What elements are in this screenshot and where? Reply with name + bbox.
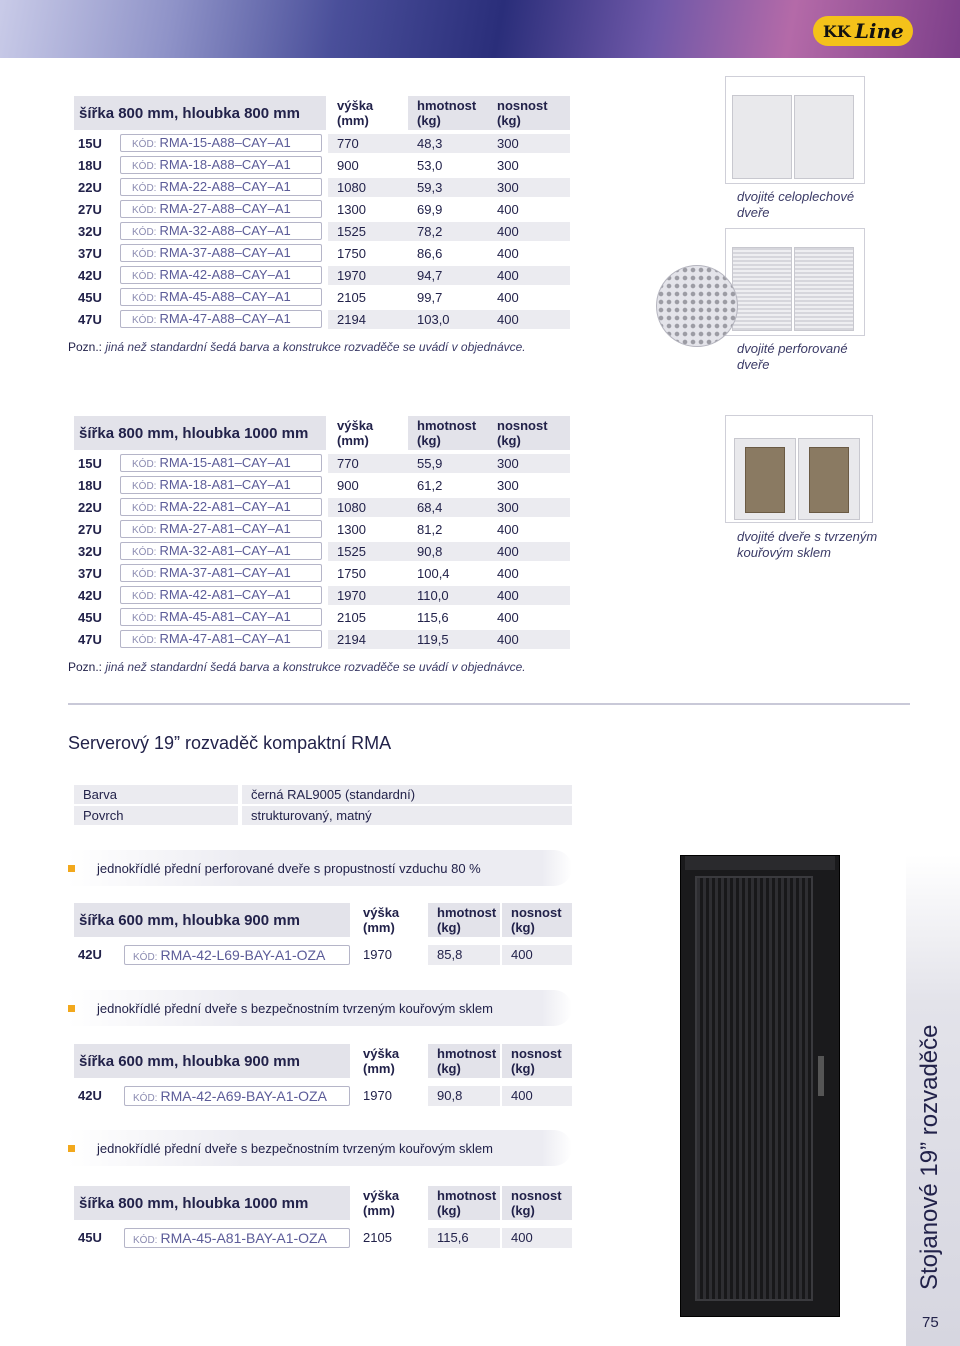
weight-value: 55,9 bbox=[408, 454, 488, 473]
load-value: 400 bbox=[488, 222, 570, 241]
product-code bbox=[124, 1086, 350, 1106]
cabinet-image-solid-doors bbox=[725, 76, 865, 184]
weight-value: 119,5 bbox=[408, 630, 488, 649]
weight-value: 94,7 bbox=[408, 266, 488, 285]
weight-value: 99,7 bbox=[417, 290, 443, 305]
brand-logo bbox=[813, 16, 913, 46]
height-value: 1525 bbox=[328, 542, 408, 561]
product-code bbox=[120, 310, 322, 328]
product-code bbox=[120, 586, 322, 604]
caption-glass-doors bbox=[737, 529, 877, 561]
load-value: 400 bbox=[497, 202, 519, 217]
product-code bbox=[120, 222, 322, 240]
col-label: nosnost bbox=[511, 905, 562, 920]
table-row bbox=[74, 542, 570, 561]
col-label: výška bbox=[337, 98, 374, 113]
height-value: 1970 bbox=[328, 586, 408, 605]
weight-value: 90,8 bbox=[428, 1086, 500, 1106]
rack-units: 27U bbox=[78, 202, 102, 217]
door-left bbox=[732, 95, 792, 179]
product-code bbox=[120, 608, 322, 626]
load-value: 300 bbox=[488, 498, 570, 517]
code-value: RMA-45-A88–CAY–A1 bbox=[159, 289, 291, 304]
rack-units: 47U bbox=[78, 632, 102, 647]
product-code bbox=[120, 200, 322, 218]
load-value: 400 bbox=[497, 290, 519, 305]
col-weight bbox=[428, 1186, 500, 1220]
load-value: 300 bbox=[488, 454, 570, 473]
side-chapter-title: Stojanové 19” rozvaděče bbox=[916, 1024, 943, 1290]
caption-line: dvojité dveře s tvrzeným bbox=[737, 529, 878, 544]
height-value: 900 bbox=[328, 476, 408, 495]
logo-mark-icon: KK bbox=[823, 21, 851, 41]
code-prefix: KÓD: bbox=[132, 459, 157, 470]
height-value: 1970 bbox=[328, 266, 408, 285]
weight-value: 81,2 bbox=[417, 522, 443, 537]
table-row bbox=[74, 564, 570, 583]
col-unit: (kg) bbox=[497, 433, 521, 448]
height-value: 900 bbox=[328, 156, 408, 175]
table-row bbox=[74, 288, 570, 307]
col-weight bbox=[408, 416, 488, 450]
table-row bbox=[74, 222, 570, 241]
col-load bbox=[502, 1186, 572, 1220]
table-row bbox=[74, 498, 570, 517]
col-unit: (mm) bbox=[363, 1061, 395, 1076]
weight-value: 103,0 bbox=[408, 310, 488, 329]
code-value: RMA-15-A88–CAY–A1 bbox=[159, 135, 291, 150]
property-value: černá RAL9005 (standardní) bbox=[242, 785, 572, 804]
code-value: RMA-32-A88–CAY–A1 bbox=[159, 223, 291, 238]
table-row bbox=[74, 134, 570, 153]
product-code bbox=[120, 134, 322, 152]
rack-units: 45U bbox=[78, 290, 102, 305]
perforation-detail-image bbox=[656, 265, 738, 347]
load-value: 400 bbox=[488, 310, 570, 329]
table-row bbox=[74, 476, 570, 495]
table-header bbox=[74, 96, 570, 130]
col-label: hmotnost bbox=[437, 1188, 497, 1203]
product-code bbox=[120, 542, 322, 560]
bullet-square-icon bbox=[68, 1145, 75, 1152]
col-label: nosnost bbox=[497, 98, 548, 113]
product-code bbox=[120, 454, 322, 472]
height-value: 770 bbox=[328, 134, 408, 153]
col-unit: (kg) bbox=[511, 1061, 535, 1076]
bullet-text: jednokřídlé přední dveře s bezpečnostním tvrzeným kouřovým sklem bbox=[97, 1140, 493, 1156]
col-label: výška bbox=[363, 905, 400, 920]
weight-value: 110,0 bbox=[408, 586, 488, 605]
weight-value: 100,4 bbox=[417, 566, 450, 581]
weight-value: 68,4 bbox=[408, 498, 488, 517]
caption-line: kouřovým sklem bbox=[737, 545, 831, 560]
code-value: RMA-47-A88–CAY–A1 bbox=[159, 311, 291, 326]
col-label: hmotnost bbox=[417, 418, 477, 433]
rack-units: 42U bbox=[78, 588, 102, 603]
rack-units: 27U bbox=[78, 522, 102, 537]
col-label: hmotnost bbox=[417, 98, 477, 113]
code-prefix: KÓD: bbox=[132, 591, 157, 602]
height-value: 770 bbox=[328, 454, 408, 473]
table-row bbox=[74, 608, 570, 627]
table-title: šířka 800 mm, hloubka 800 mm bbox=[74, 96, 326, 130]
col-unit: (mm) bbox=[363, 920, 395, 935]
code-prefix: KÓD: bbox=[132, 569, 157, 580]
code-value: RMA-22-A81–CAY–A1 bbox=[159, 499, 291, 514]
property-label: Povrch bbox=[74, 806, 238, 825]
cabinet-top bbox=[685, 856, 835, 870]
product-code bbox=[120, 498, 322, 516]
col-height bbox=[354, 1044, 424, 1078]
rack-units: 15U bbox=[78, 136, 102, 151]
property-value: strukturovaný, matný bbox=[242, 806, 572, 825]
rack-units: 42U bbox=[78, 1088, 102, 1103]
height-value: 1300 bbox=[328, 200, 408, 219]
code-value: RMA-15-A81–CAY–A1 bbox=[159, 455, 291, 470]
code-value: RMA-27-A81–CAY–A1 bbox=[159, 521, 291, 536]
weight-value: 85,8 bbox=[428, 945, 500, 965]
height-value: 2194 bbox=[328, 310, 408, 329]
col-unit: (kg) bbox=[417, 433, 441, 448]
rack-units: 18U bbox=[78, 478, 102, 493]
code-value: RMA-18-A88–CAY–A1 bbox=[159, 157, 291, 172]
bullet-square-icon bbox=[68, 865, 75, 872]
bullet-square-icon bbox=[68, 1005, 75, 1012]
section-divider bbox=[68, 703, 910, 705]
table-row bbox=[74, 178, 570, 197]
code-value: RMA-42-A81–CAY–A1 bbox=[159, 587, 291, 602]
col-unit: (kg) bbox=[511, 1203, 535, 1218]
table-row bbox=[74, 630, 570, 649]
table-row bbox=[74, 586, 570, 605]
product-code bbox=[120, 630, 322, 648]
rack-units: 42U bbox=[78, 947, 102, 962]
col-weight bbox=[408, 96, 488, 130]
glass-pane bbox=[745, 447, 785, 513]
product-code bbox=[120, 520, 322, 538]
product-code bbox=[124, 945, 350, 965]
table-row bbox=[74, 200, 570, 219]
load-value: 400 bbox=[497, 246, 519, 261]
col-weight bbox=[428, 903, 500, 937]
code-value: RMA-37-A81–CAY–A1 bbox=[159, 565, 291, 580]
table-row bbox=[74, 156, 570, 175]
load-value: 400 bbox=[502, 1228, 572, 1248]
code-value: RMA-42-A69-BAY-A1-OZA bbox=[160, 1088, 327, 1104]
code-prefix: KÓD: bbox=[132, 613, 157, 624]
load-value: 300 bbox=[497, 478, 519, 493]
col-unit: (kg) bbox=[437, 920, 461, 935]
code-prefix: KÓD: bbox=[132, 503, 157, 514]
cabinet-image-perforated-doors bbox=[725, 228, 865, 336]
code-prefix: KÓD: bbox=[132, 249, 157, 260]
col-label: nosnost bbox=[511, 1188, 562, 1203]
col-unit: (kg) bbox=[511, 920, 535, 935]
code-prefix: KÓD: bbox=[133, 952, 158, 963]
code-prefix: KÓD: bbox=[132, 481, 157, 492]
code-prefix: KÓD: bbox=[132, 139, 157, 150]
col-load bbox=[502, 903, 572, 937]
load-value: 400 bbox=[488, 630, 570, 649]
cabinet-door bbox=[695, 876, 813, 1301]
door-right bbox=[794, 95, 854, 179]
load-value: 400 bbox=[497, 610, 519, 625]
weight-value: 59,3 bbox=[408, 178, 488, 197]
col-unit: (mm) bbox=[337, 113, 369, 128]
load-value: 300 bbox=[488, 178, 570, 197]
height-value: 1525 bbox=[328, 222, 408, 241]
table-title: šířka 800 mm, hloubka 1000 mm bbox=[74, 1186, 350, 1220]
variant-bullet bbox=[68, 1130, 572, 1166]
code-value: RMA-47-A81–CAY–A1 bbox=[159, 631, 291, 646]
caption-line: dveře bbox=[737, 205, 770, 220]
col-unit: (kg) bbox=[437, 1203, 461, 1218]
rack-units: 32U bbox=[78, 224, 102, 239]
load-value: 300 bbox=[497, 158, 519, 173]
code-prefix: KÓD: bbox=[132, 227, 157, 238]
code-value: RMA-37-A88–CAY–A1 bbox=[159, 245, 291, 260]
caption-solid-doors bbox=[737, 189, 854, 221]
rack-units: 18U bbox=[78, 158, 102, 173]
load-value: 400 bbox=[488, 266, 570, 285]
code-prefix: KÓD: bbox=[132, 293, 157, 304]
note-table2 bbox=[68, 660, 526, 674]
col-unit: (kg) bbox=[437, 1061, 461, 1076]
section-title: Serverový 19” rozvaděč kompaktní RMA bbox=[68, 733, 392, 753]
product-code bbox=[124, 1228, 350, 1248]
code-value: RMA-27-A88–CAY–A1 bbox=[159, 201, 291, 216]
code-prefix: KÓD: bbox=[133, 1093, 158, 1104]
weight-value: 78,2 bbox=[408, 222, 488, 241]
variant-bullet bbox=[68, 850, 572, 886]
height-value: 1970 bbox=[354, 945, 424, 965]
col-label: nosnost bbox=[511, 1046, 562, 1061]
col-height bbox=[328, 416, 408, 450]
rack-units: 22U bbox=[78, 180, 102, 195]
col-load bbox=[488, 96, 570, 130]
table-title: šířka 600 mm, hloubka 900 mm bbox=[74, 903, 350, 937]
col-label: nosnost bbox=[497, 418, 548, 433]
door-left bbox=[734, 438, 796, 520]
weight-value: 69,9 bbox=[417, 202, 443, 217]
code-prefix: KÓD: bbox=[132, 525, 157, 536]
height-value: 1300 bbox=[328, 520, 408, 539]
height-value: 2105 bbox=[354, 1228, 424, 1248]
col-load bbox=[488, 416, 570, 450]
col-label: hmotnost bbox=[437, 905, 497, 920]
weight-value: 48,3 bbox=[408, 134, 488, 153]
load-value: 400 bbox=[497, 566, 519, 581]
weight-value: 53,0 bbox=[417, 158, 443, 173]
rack-units: 37U bbox=[78, 566, 102, 581]
height-value: 2105 bbox=[328, 608, 408, 627]
rack-units: 37U bbox=[78, 246, 102, 261]
weight-value: 90,8 bbox=[408, 542, 488, 561]
bullet-text: jednokřídlé přední dveře s bezpečnostním tvrzeným kouřovým sklem bbox=[97, 1000, 493, 1016]
code-value: RMA-45-A81-BAY-A1-OZA bbox=[160, 1230, 327, 1246]
code-prefix: KÓD: bbox=[132, 547, 157, 558]
glass-pane bbox=[809, 447, 849, 513]
note-table1 bbox=[68, 340, 526, 354]
product-code bbox=[120, 476, 322, 494]
code-value: RMA-45-A81–CAY–A1 bbox=[159, 609, 291, 624]
col-height bbox=[328, 96, 408, 130]
load-value: 400 bbox=[497, 522, 519, 537]
code-prefix: KÓD: bbox=[132, 183, 157, 194]
logo-text: Line bbox=[854, 19, 904, 43]
code-value: RMA-22-A88–CAY–A1 bbox=[159, 179, 291, 194]
table-row bbox=[74, 310, 570, 329]
height-value: 1750 bbox=[328, 564, 408, 583]
col-label: výška bbox=[363, 1046, 400, 1061]
product-code bbox=[120, 288, 322, 306]
note-prefix: Pozn.: bbox=[68, 340, 103, 354]
table-row bbox=[74, 520, 570, 539]
black-cabinet-image bbox=[680, 855, 840, 1317]
caption-perforated-doors bbox=[737, 341, 848, 373]
col-height bbox=[354, 1186, 424, 1220]
weight-value: 86,6 bbox=[417, 246, 443, 261]
col-label: hmotnost bbox=[437, 1046, 497, 1061]
code-value: RMA-42-L69-BAY-A1-OZA bbox=[160, 947, 326, 963]
code-prefix: KÓD: bbox=[132, 315, 157, 326]
load-value: 400 bbox=[488, 586, 570, 605]
caption-line: dvojité celoplechové bbox=[737, 189, 855, 204]
load-value: 400 bbox=[502, 945, 572, 965]
product-code bbox=[120, 564, 322, 582]
door-handle bbox=[818, 1056, 824, 1096]
rack-units: 45U bbox=[78, 610, 102, 625]
table-title: šířka 600 mm, hloubka 900 mm bbox=[74, 1044, 350, 1078]
load-value: 400 bbox=[502, 1086, 572, 1106]
code-prefix: KÓD: bbox=[132, 271, 157, 282]
code-prefix: KÓD: bbox=[132, 205, 157, 216]
rack-units: 45U bbox=[78, 1230, 102, 1245]
height-value: 2105 bbox=[328, 288, 408, 307]
weight-value: 115,6 bbox=[417, 610, 449, 625]
code-prefix: KÓD: bbox=[133, 1235, 158, 1246]
col-label: výška bbox=[363, 1188, 400, 1203]
product-code bbox=[120, 156, 322, 174]
caption-line: dveře bbox=[737, 357, 770, 372]
rack-units: 47U bbox=[78, 312, 102, 327]
table-row bbox=[74, 244, 570, 263]
height-value: 1080 bbox=[328, 178, 408, 197]
property-label: Barva bbox=[74, 785, 238, 804]
code-value: RMA-32-A81–CAY–A1 bbox=[159, 543, 291, 558]
note-text: jiná než standardní šedá barva a konstrukce rozvaděče se uvádí v objednávce. bbox=[105, 340, 526, 354]
caption-line: dvojité perforované bbox=[737, 341, 848, 356]
door-right bbox=[798, 438, 860, 520]
note-text: jiná než standardní šedá barva a konstrukce rozvaděče se uvádí v objednávce. bbox=[105, 660, 526, 674]
weight-value: 61,2 bbox=[417, 478, 443, 493]
note-prefix: Pozn.: bbox=[68, 660, 103, 674]
col-label: výška bbox=[337, 418, 374, 433]
product-code bbox=[120, 244, 322, 262]
code-value: RMA-18-A81–CAY–A1 bbox=[159, 477, 291, 492]
load-value: 300 bbox=[488, 134, 570, 153]
door-left bbox=[732, 247, 792, 331]
product-code bbox=[120, 266, 322, 284]
col-height bbox=[354, 903, 424, 937]
col-load bbox=[502, 1044, 572, 1078]
table-header bbox=[74, 416, 570, 450]
col-weight bbox=[428, 1044, 500, 1078]
product-code bbox=[120, 178, 322, 196]
variant-bullet bbox=[68, 990, 572, 1026]
table-row bbox=[74, 266, 570, 285]
height-value: 1080 bbox=[328, 498, 408, 517]
height-value: 1750 bbox=[328, 244, 408, 263]
col-unit: (kg) bbox=[497, 113, 521, 128]
table-row bbox=[74, 454, 570, 473]
rack-units: 42U bbox=[78, 268, 102, 283]
height-value: 1970 bbox=[354, 1086, 424, 1106]
height-value: 2194 bbox=[328, 630, 408, 649]
door-right bbox=[794, 247, 854, 331]
weight-value: 115,6 bbox=[428, 1228, 500, 1248]
code-prefix: KÓD: bbox=[132, 161, 157, 172]
rack-units: 15U bbox=[78, 456, 102, 471]
col-unit: (kg) bbox=[417, 113, 441, 128]
col-unit: (mm) bbox=[337, 433, 369, 448]
code-prefix: KÓD: bbox=[132, 635, 157, 646]
load-value: 400 bbox=[488, 542, 570, 561]
rack-units: 22U bbox=[78, 500, 102, 515]
table-title: šířka 800 mm, hloubka 1000 mm bbox=[74, 416, 326, 450]
col-unit: (mm) bbox=[363, 1203, 395, 1218]
bullet-text: jednokřídlé přední perforované dveře s propustností vzduchu 80 % bbox=[97, 860, 481, 876]
page-number: 75 bbox=[922, 1314, 939, 1331]
cabinet-image-glass-doors bbox=[725, 415, 873, 523]
rack-units: 32U bbox=[78, 544, 102, 559]
code-value: RMA-42-A88–CAY–A1 bbox=[159, 267, 291, 282]
